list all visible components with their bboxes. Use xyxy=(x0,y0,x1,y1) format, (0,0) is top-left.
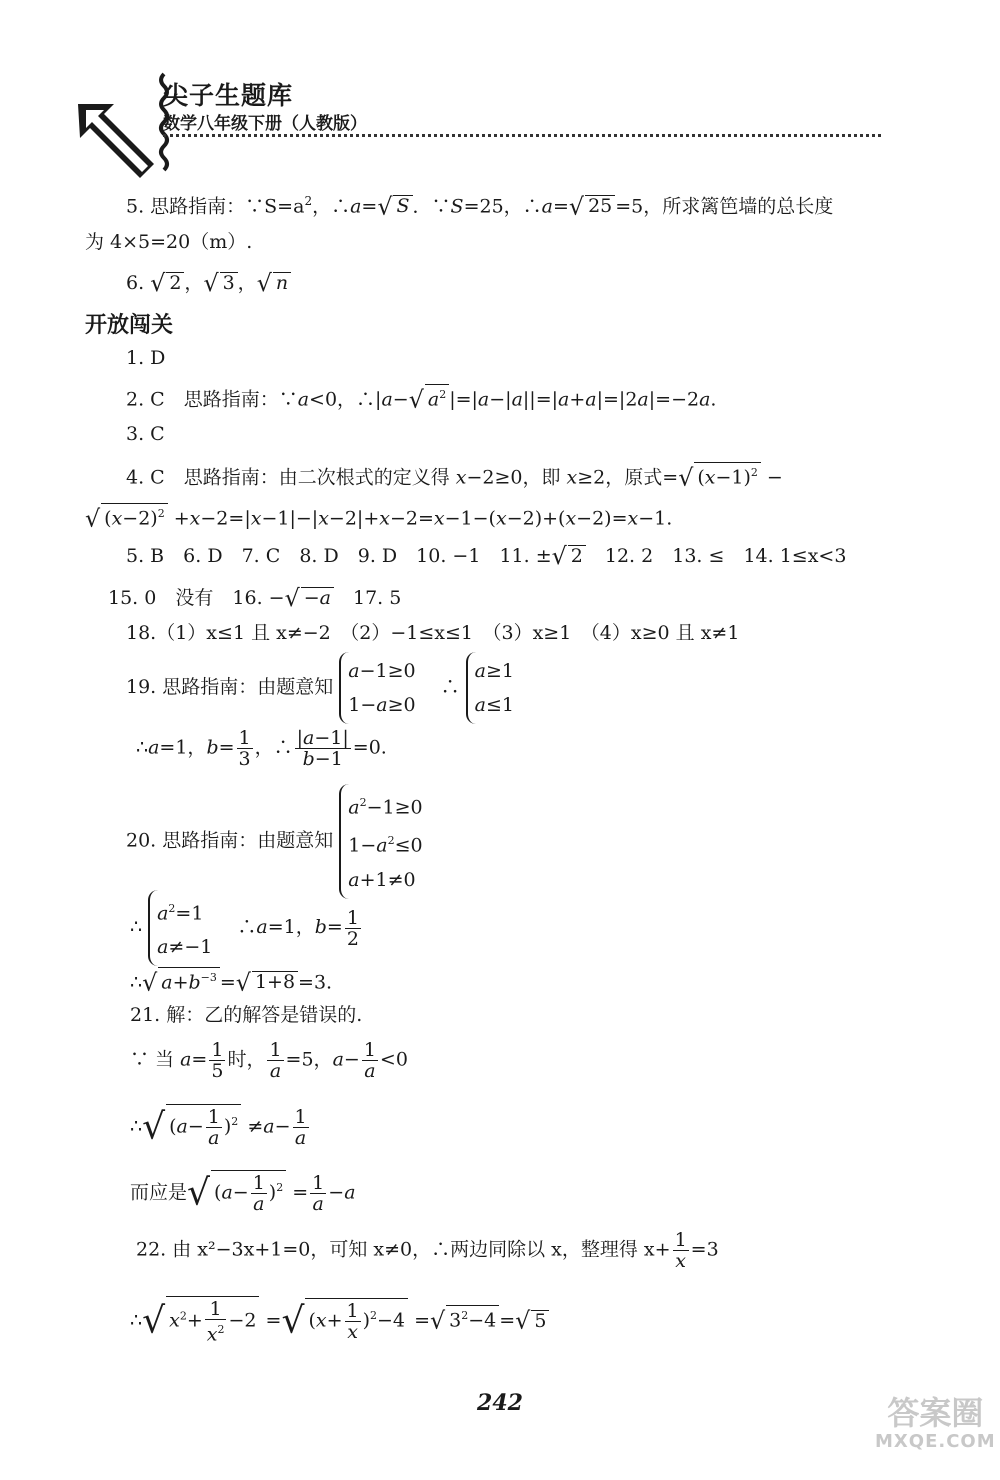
answer-19-result: ∴a=1，b= $\frac{1}{3}$ ，∴ $\frac{|a-1|}{b-1}$ =0. xyxy=(136,727,387,770)
watermark-logo: 答案圈 MXQE.COM xyxy=(875,1394,996,1452)
answer-4-line2: √ $(x-2)^2 +x-2=|x-1|-|x-2|+x-2=x-1-(x-2)+(x-2)=x-1$. xyxy=(85,504,673,533)
q5-line2: 为 4×5=20（m）. xyxy=(85,231,253,253)
header-divider xyxy=(163,134,881,137)
answer-21-line2: ∴√ (a− $\frac{1}{a}$ )$^2$ ≠a− $\frac{1}{a}$ xyxy=(130,1105,307,1149)
answer-22-line1: 22. 由 x²−3x+1=0，可知 x≠0，∴两边同除以 x，整理得 x+ $\frac{1}{x}$ =3 xyxy=(136,1229,719,1272)
answer-3: 3. C xyxy=(126,423,165,445)
page-number: 242 xyxy=(477,1390,523,1416)
answer-18: 18.（1）x≤1 且 x≠−2 （2）−1≤x≤1 （3）x≥1 （4）x≥0 且 x≠1 xyxy=(126,622,740,644)
answer-21-line3: 而应是√ (a− $\frac{1}{a}$ )$^2$ = $\frac{1}{a}$ −a xyxy=(130,1171,356,1215)
answer-21-line1: ∵ 当 a= $\frac{1}{5}$ 时， $\frac{1}{a}$ =5，a− $\frac{1}{a}$ <0 xyxy=(130,1039,408,1082)
answer-4-line1: 4. C 思路指南：由二次根式的定义得 x−2≥0，即 x≥2，原式=√ $(x-1)^2$ − xyxy=(126,463,783,492)
q6-line: 6. √ 2 ，√ 3 ，√ n xyxy=(126,271,291,295)
answer-20-final: ∴√ $a+b^{-3}$ =√ 1+8 =3. xyxy=(130,968,333,997)
answer-2: 2. C 思路指南：∵a<0，∴|a−√ $a^2$ |=|a−|a||=|a+a|=|2a|=−2a. xyxy=(126,385,717,414)
book-title: 尖子生题库 xyxy=(163,81,294,110)
answer-20-system: 20. 思路指南：由题意知 $a^2-1\ge 0$ $1-a^2\le 0$ a+1≠0 xyxy=(126,784,429,899)
answer-1: 1. D xyxy=(126,347,166,369)
answer-19-system: 19. 思路指南：由题意知 a−1≥0 1−a≥0 ∴ a≥1 a≤1 xyxy=(126,652,520,724)
book-subtitle: 数学八年级下册（人教版） xyxy=(163,114,367,134)
answers-5-14: 5. B 6. D 7. C 8. D 9. D 10. −1 11. ±√ 2 12. 2 13. ≤ 14. 1≤x<3 xyxy=(126,542,847,570)
answer-21-head: 21. 解：乙的解答是错误的. xyxy=(130,1004,363,1026)
section-title: 开放闯关 xyxy=(85,313,174,338)
q5-line1: 5. 思路指南：$\because S=a^2$，∴a=√ S ．∵S=25，∴a=√ 25 =5，所求篱笆墙的总长度 xyxy=(126,192,834,221)
arrow-logo-icon xyxy=(74,70,170,180)
answers-15-17: 15. 0 没有 16. −√ −a 17. 5 xyxy=(108,584,402,612)
answer-20-result: ∴ $a^2=1$ a≠−1 ∴a=1，b= $\frac{1}{2}$ xyxy=(130,890,363,966)
answer-22-line2: ∴√ $x^2+$ $\frac{1}{x^2}$ −2 =√ (x+ $\frac{1}{x}$ )$^2$−4 =√ $3^2-4$ =√ 5 xyxy=(130,1296,549,1344)
